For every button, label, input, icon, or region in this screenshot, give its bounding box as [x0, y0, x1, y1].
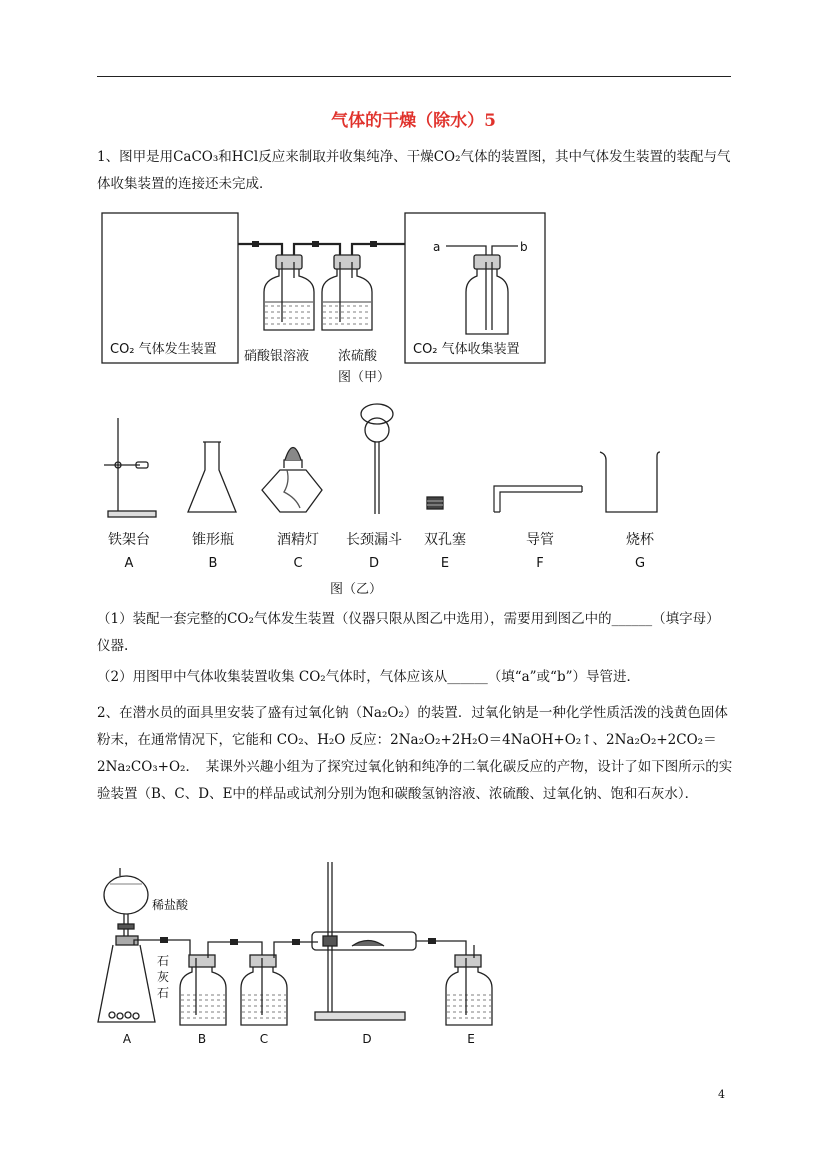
instrument-letter: B	[208, 556, 218, 571]
stone-label-2: 灰	[157, 970, 170, 984]
bottle-sulfuric-acid	[322, 255, 372, 330]
apparatus-b-drawing	[180, 942, 262, 1025]
bottle-silver-nitrate	[264, 255, 314, 330]
conical-flask-drawing	[188, 442, 236, 512]
apparatus-e-drawing	[446, 945, 492, 1025]
glass-tube-drawing	[494, 486, 582, 512]
page-title: 气体的干燥（除水）5	[331, 111, 496, 131]
long-neck-funnel-drawing	[361, 404, 393, 514]
instrument-name: 长颈漏斗	[346, 532, 402, 548]
collector-bottle	[446, 246, 518, 334]
instrument-name: 铁架台	[108, 532, 150, 548]
page-number: 4	[718, 1088, 725, 1101]
hcl-label: 稀盐酸	[152, 898, 189, 912]
two-hole-stopper-drawing	[427, 497, 443, 509]
alcohol-lamp-drawing	[262, 448, 322, 513]
apparatus-letter: D	[362, 1032, 372, 1046]
q1-sub1: （1）装配一套完整的CO₂气体发生装置（仪器只限从图乙中选用），需要用到图乙中的______（填字母）仪器.	[97, 611, 720, 654]
bottle2-label: 浓硫酸	[338, 349, 378, 364]
gen-box-label: CO₂ 气体发生装置	[110, 342, 217, 357]
instrument-letter: D	[368, 556, 380, 571]
apparatus-a-drawing	[98, 868, 190, 1022]
instrument-letter: E	[440, 556, 450, 571]
instrument-letter: C	[293, 556, 303, 571]
collect-box-label: CO₂ 气体收集装置	[413, 342, 520, 357]
iron-stand-drawing	[104, 418, 156, 517]
apparatus-c-drawing	[241, 942, 318, 1025]
fig-jia-caption: 图（甲）	[338, 370, 391, 385]
instrument-name: 导管	[526, 532, 554, 548]
apparatus-letter: E	[467, 1032, 475, 1046]
port-b-label: b	[520, 240, 528, 254]
bottle1-label: 硝酸银溶液	[244, 349, 310, 364]
apparatus-letter: A	[122, 1032, 132, 1046]
instrument-letter: F	[536, 556, 544, 571]
apparatus-d-drawing	[312, 862, 466, 1020]
beaker-drawing	[600, 452, 660, 512]
instrument-letter: G	[634, 556, 646, 571]
apparatus-letter: B	[197, 1032, 207, 1046]
q1-sub2: （2）用图甲中气体收集装置收集 CO₂气体时，气体应该从______（填“a”或“b”）导管进．	[97, 669, 640, 685]
instrument-name: 酒精灯	[277, 532, 319, 548]
stone-label-1: 石	[157, 954, 170, 968]
instrument-name: 锥形瓶	[192, 532, 234, 548]
q2-text: 2、在潜水员的面具里安装了盛有过氧化钠（Na₂O₂）的装置．过氧化钠是一种化学性质活泼的浅黄色固体粉末，在通常情况下，它能和 CO₂、H₂O 反应：2Na₂O₂+2H₂O＝4NaOH+O₂↑、2Na₂O₂+2CO₂＝2Na₂CO₃+O₂． 某课外兴趣小组为了探究过氧化钠和纯净的二氧化碳反应的产物，设计了如下图所示的实验装置（B、C、D、E中的样品或试剂分别为饱和碳酸氢钠溶液、浓硫酸、过氧化钠、饱和石灰水）．	[97, 705, 733, 802]
q1-intro: 1、图甲是用CaCO₃和HCl反应来制取并收集纯净、干燥CO₂气体的装置图，其中气体发生装置的装配与气体收集装置的连接还未完成．	[97, 149, 731, 192]
instrument-name: 双孔塞	[424, 532, 466, 548]
instrument-letter: A	[124, 556, 134, 571]
stone-label-3: 石	[157, 986, 170, 1000]
header-rule	[97, 76, 731, 77]
apparatus-letter: C	[259, 1032, 269, 1046]
fig-yi-caption: 图（乙）	[330, 582, 383, 597]
instrument-name: 烧杯	[626, 532, 654, 548]
port-a-label: a	[433, 240, 441, 254]
